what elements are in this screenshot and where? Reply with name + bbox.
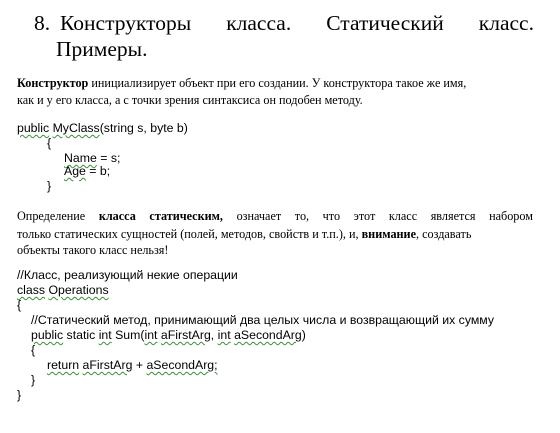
code-keyword: static — [63, 328, 99, 342]
code-identifier: aSecondArg — [234, 328, 302, 342]
code-text: + — [132, 358, 147, 372]
paragraph-line — [17, 226, 533, 243]
code-text: ) — [301, 328, 306, 342]
paragraph-word: класс — [388, 209, 418, 223]
code-text: = b; — [85, 164, 111, 178]
code-identifier: Age — [64, 164, 86, 178]
code-line-class-open-brace: { — [17, 298, 22, 312]
heading-word: класс. — [478, 11, 534, 35]
code-identifier: MyClass — [52, 121, 100, 135]
paragraph-line: как и у его класса, а с точки зрения синтаксиса он подобен методу. — [17, 92, 363, 107]
heading-word: класса. — [226, 11, 292, 35]
code-keyword: int — [144, 328, 158, 342]
section-heading-line1 — [34, 10, 534, 36]
code-keyword: int — [217, 328, 231, 342]
code-identifier: Sum( — [111, 328, 145, 342]
paragraph-line — [17, 75, 533, 92]
paragraph-word: набором — [489, 209, 533, 223]
paragraph-word: что — [322, 209, 341, 223]
code-line-return — [47, 358, 218, 373]
static-class-paragraph — [17, 208, 533, 259]
code-line-class — [17, 283, 109, 298]
code-keyword: public — [31, 328, 64, 342]
paragraph-word: статическим, — [149, 209, 223, 223]
code-comment-class: //Класс, реализующий некие операции — [17, 268, 238, 282]
code-line-signature — [17, 121, 188, 136]
paragraph-word: этот — [353, 209, 376, 223]
code-identifier: aFirstArg — [82, 358, 133, 372]
code-line-class-close-brace: } — [17, 388, 22, 402]
code-keyword: return — [47, 358, 80, 372]
code-identifier: Name — [64, 151, 97, 165]
code-line-open-brace: { — [47, 136, 52, 150]
code-text: (string s, byte b) — [99, 121, 188, 135]
code-line-method-close-brace: } — [31, 373, 36, 387]
paragraph-text: инициализирует объект при его создании. У конструктора такое же имя, — [88, 76, 467, 90]
code-identifier: aFirstArg — [160, 328, 211, 342]
code-identifier: Operations — [48, 283, 109, 297]
paragraph-line — [17, 208, 533, 225]
code-line-method-signature — [31, 328, 306, 343]
paragraph-word: Определение — [17, 209, 86, 223]
code-keyword: public — [17, 121, 50, 135]
paragraph-text: , создавать — [416, 226, 472, 241]
section-heading-line2: Примеры. — [56, 37, 148, 61]
code-comment-method: //Статический метод, принимающий два целых числа и возвращающий их сумму — [31, 313, 495, 327]
paragraph-word: означает — [236, 209, 282, 223]
paragraph-text: только статических сущностей (полей, методов, свойств и т.п.), и, — [17, 226, 362, 241]
code-line-method-open-brace: { — [31, 343, 36, 357]
constructor-paragraph — [17, 75, 533, 108]
heading-word: Статический — [326, 11, 444, 35]
heading-number: 8. — [34, 11, 51, 35]
paragraph-word: класса — [98, 209, 136, 223]
code-keyword: int — [98, 328, 112, 342]
term-constructor: Конструктор — [17, 76, 89, 90]
term-attention: внимание — [361, 226, 416, 241]
paragraph-line: объекты такого класс нельзя! — [17, 243, 169, 257]
paragraph-word: является — [430, 209, 476, 223]
code-keyword: class — [17, 283, 46, 297]
heading-word: Конструкторы — [60, 11, 192, 35]
code-line-age — [64, 164, 110, 179]
code-identifier: aSecondArg; — [146, 358, 218, 372]
code-text: , — [210, 328, 218, 342]
paragraph-word: то, — [294, 209, 310, 223]
code-text: = s; — [96, 151, 121, 165]
code-line-close-brace: } — [47, 179, 52, 193]
